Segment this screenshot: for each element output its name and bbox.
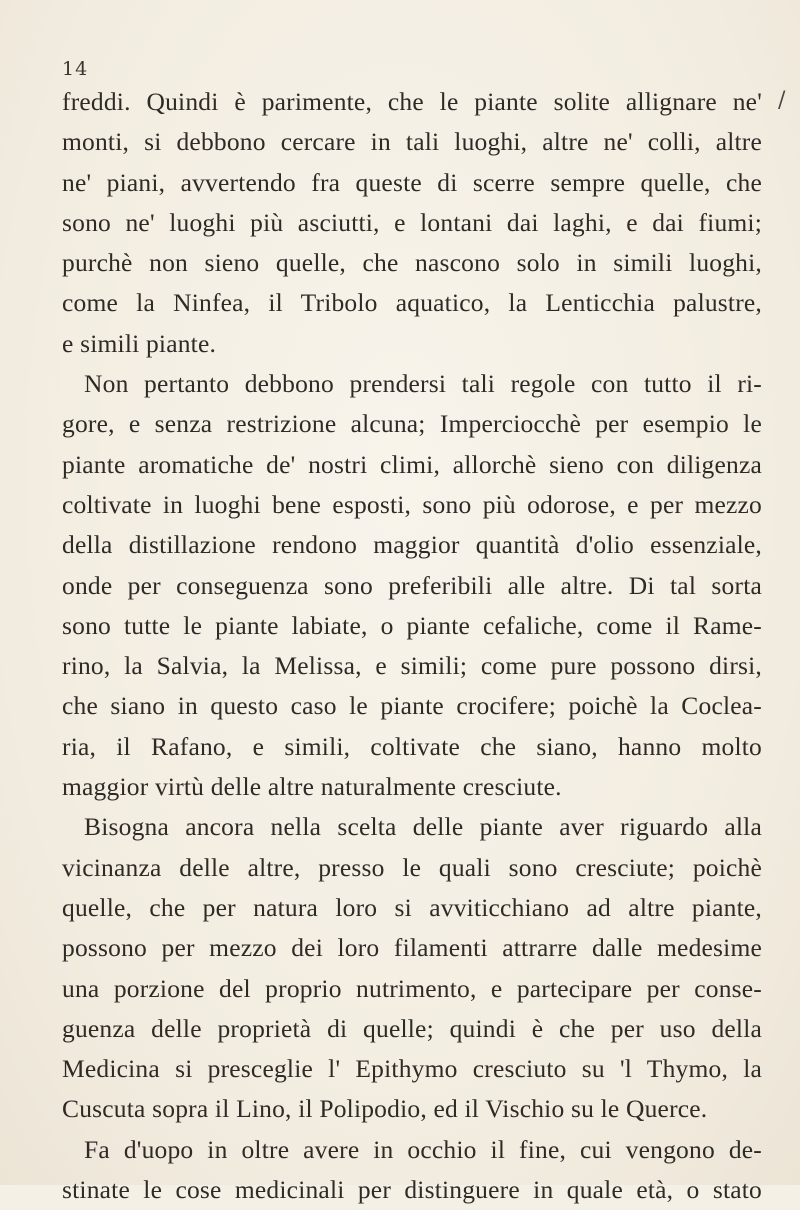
text-line: sono tutte le piante labiate, o piante cefaliche, come il Rame- — [62, 610, 762, 640]
text-line: onde per conseguenza sono preferibili alle altre. Di tal sorta — [62, 570, 762, 600]
margin-mark: / — [778, 88, 786, 113]
text-line: possono per mezzo dei loro filamenti attrarre dalle medesime — [62, 933, 762, 963]
text-line: della distillazione rendono maggior quantità d'olio essenziale, — [62, 530, 762, 560]
text-line: freddi. Quindi è parimente, che le piante solite allignare ne' — [62, 87, 762, 116]
text-line: vicinanza delle altre, presso le quali sono cresciute; poichè — [62, 852, 762, 882]
paragraph-end-line: Cuscuta sopra il Lino, il Polipodio, ed il Vischio su le Querce. — [62, 1094, 708, 1124]
paragraph-start-line: Non pertanto debbono prendersi tali regole con tutto il ri- — [84, 369, 762, 399]
text-line: stinate le cose medicinali per distinguere in quale età, o stato — [62, 1175, 762, 1205]
paragraph-end-line: maggior virtù delle altre naturalmente cresciute. — [62, 772, 562, 802]
text-line: monti, si debbono cercare in tali luoghi, altre ne' colli, altre — [62, 127, 762, 157]
page-number: 14 — [62, 58, 89, 80]
text-line: coltivate in luoghi bene esposti, sono più odorose, e per mezzo — [62, 489, 762, 519]
paragraph-start-line: Fa d'uopo in oltre avere in occhio il fine, cui vengono de- — [84, 1134, 762, 1164]
text-line: quelle, che per natura loro si avviticchiano ad altre piante, — [62, 892, 762, 922]
paragraph-end-line: e simili piante. — [62, 328, 217, 358]
text-line: ria, il Rafano, e simili, coltivate che siano, hanno molto — [62, 731, 762, 761]
text-line: guenza delle proprietà di quelle; quindi è che per uso della — [62, 1013, 762, 1043]
body-text — [62, 82, 762, 1210]
text-line: gore, e senza restrizione alcuna; Imperciocchè per esempio le — [62, 409, 762, 439]
text-line: sono ne' luoghi più asciutti, e lontani dai laghi, e dai fiumi; — [62, 207, 762, 237]
text-line: ne' piani, avvertendo fra queste di scerre sempre quelle, che — [62, 167, 762, 197]
text-line: piante aromatiche de' nostri climi, allorchè sieno con diligenza — [62, 449, 762, 479]
text-line: che siano in questo caso le piante crocifere; poichè la Coclea- — [62, 691, 762, 721]
paragraph-start-line: Bisogna ancora nella scelta delle piante aver riguardo alla — [84, 812, 762, 842]
text-line: Medicina si presceglie l' Epithymo cresciuto su 'l Thymo, la — [62, 1054, 762, 1084]
text-line: una porzione del proprio nutrimento, e partecipare per conse- — [62, 973, 762, 1003]
text-line: rino, la Salvia, la Melissa, e simili; come pure possono dirsi, — [62, 651, 762, 681]
text-line: come la Ninfea, il Tribolo aquatico, la Lenticchia palustre, — [62, 288, 762, 318]
text-line: purchè non sieno quelle, che nascono solo in simili luoghi, — [62, 248, 762, 278]
